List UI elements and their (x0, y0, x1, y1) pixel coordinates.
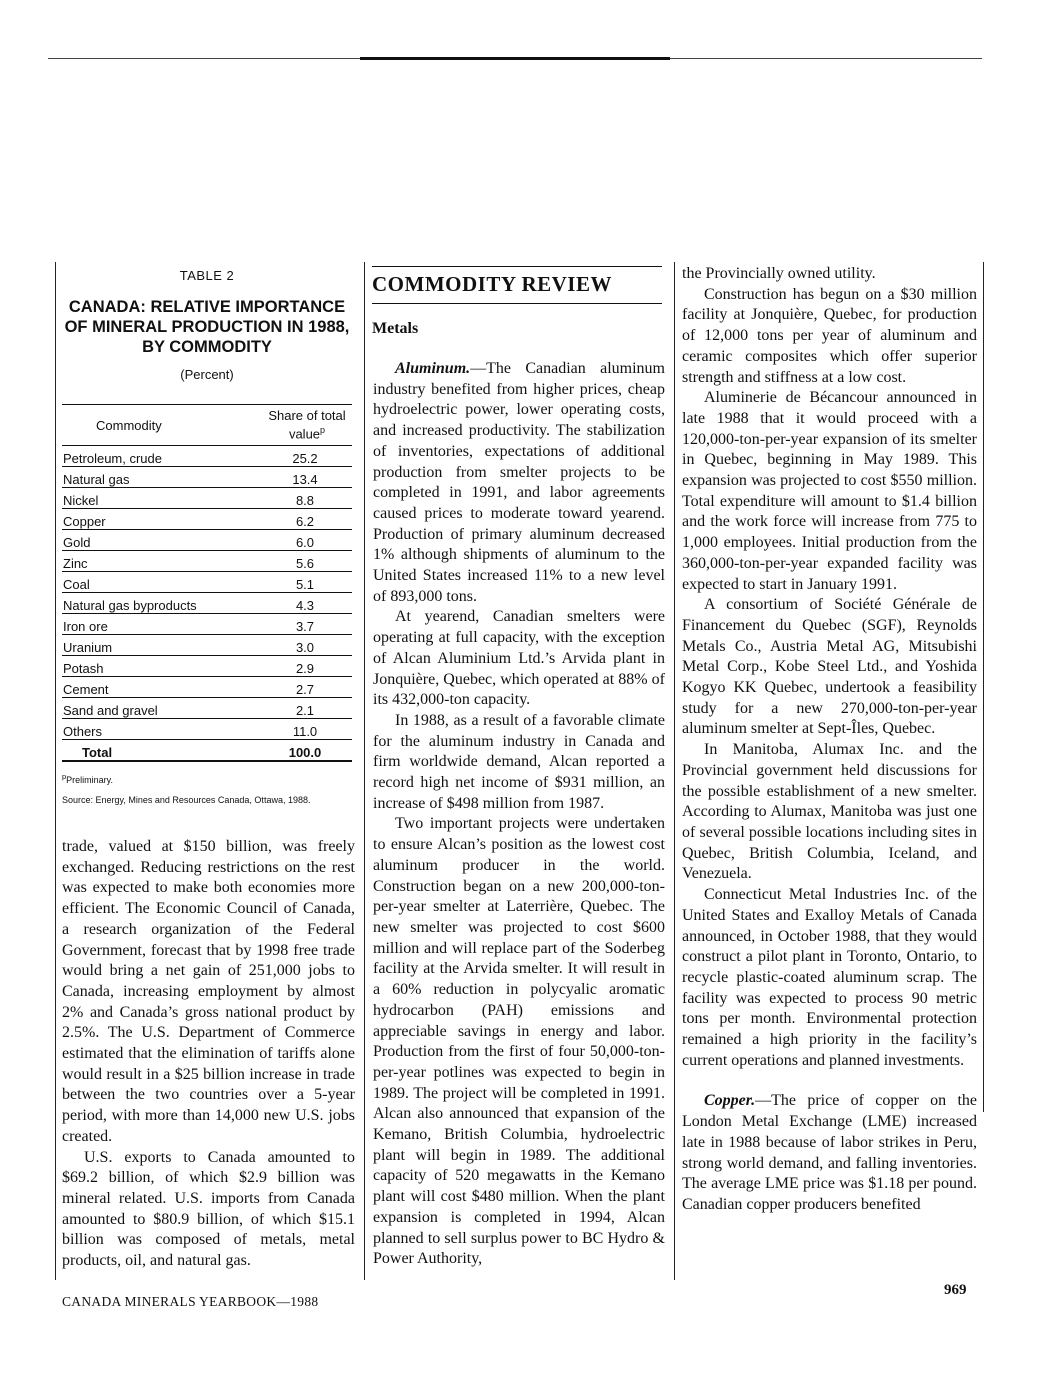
footnote-mark: p (62, 772, 67, 781)
table-footnote (62, 772, 352, 785)
paragraph: Connecticut Metal Industries Inc. of the United States and Exalloy Metals of Canada announced, in October 1988, that they would construct a pilot plant in Toronto, Ontario, to recycle plastic-coated aluminum scrap. The facility was expected to process 90 metric tons per month. Environmental protection remained a high priority in the facility’s current operations and planned investments. (682, 886, 977, 1069)
table-row (62, 530, 352, 551)
runin-copper: Copper. (704, 1092, 756, 1110)
table-header (62, 405, 352, 445)
total-value: 100.0 (288, 745, 322, 760)
runin-aluminum: Aluminum. (395, 360, 471, 377)
column-rule-middle (364, 262, 365, 1280)
share-cell: 3.7 (295, 619, 315, 634)
commodity-cell: Iron ore (63, 619, 108, 634)
paragraph-copper (682, 1091, 977, 1215)
column-rule-right (674, 262, 675, 1280)
paragraph-aluminum (373, 359, 665, 607)
paragraph: the Provincially owned utility. (682, 265, 876, 282)
paragraph-text: —The price of copper on the London Metal Exchange (LME) increased late in 1988 because of labor strikes in Peru, strong world demand, and falling inventories. The average LME price was $1.18 per pound. Canadian copper producers benefited (682, 1092, 977, 1213)
commodity-cell: Natural gas (63, 472, 130, 487)
header-share-label: Share of total value (268, 408, 346, 442)
table-row (62, 509, 352, 530)
paragraph: trade, valued at $150 billion, was freely exchanged. Reducing restrictions on the rest was expected to make both economies more efficient. The Economic Council of Canada, a research organization of the Federal Government, forecast that by 1998 free trade would bring a net gain of 251,000 jobs to Canada, increasing employment by almost 2% and Canada’s gross national product by 2.5%. The U.S. Department of Commerce estimated that the elimination of tariffs alone would result in a $25 billion increase in trade between the two countries over a 5-year period, with more than 14,000 new U.S. jobs created. (62, 838, 355, 1145)
commodity-cell: Potash (63, 661, 104, 676)
share-cell: 11.0 (292, 724, 318, 739)
table-total-row (62, 740, 352, 762)
header-commodity: Commodity (96, 417, 162, 433)
paragraph: Aluminerie de Bécancour announced in late 1988 that it would proceed with a 120,000-ton-per-year expansion of its smelter in Quebec, beginning in May 1989. This expansion was projected to cost $550 million. Total expenditure will amount to $1.4 billion and the work force will increase from 775 to 1,000 employees. Initial production from the 360,000-ton-per-year expanded facility was expected to start in January 1991. (682, 389, 977, 593)
commodity-cell: Coal (63, 577, 90, 592)
commodity-cell: Cement (63, 682, 109, 697)
table-row (62, 593, 352, 614)
spacer (682, 1071, 977, 1091)
header-share (262, 408, 352, 441)
paragraph: Construction has begun on a $30 million facility at Jonquière, Quebec, for production of 12,000 tons per year of aluminum and ceramic composites which offer superior strength and stiffness at a low cost. (682, 285, 977, 386)
paragraph: Two important projects were undertaken to ensure Alcan’s position as the lowest cost aluminum producer in the world. Construction began on a new 200,000-ton-per-year smelter at Laterrière, Quebec. The new smelter was projected to cost $600 million and will replace part of the Soderbeg facility at the Arvida smelter. It will result in a 60% reduction in polycyalic aromatic hydrocarbon (PAH) emissions and appreciable savings in energy and labor. Production from the first of four 50,000-ton-per-year potlines was expected to begin in 1989. The project will be completed in 1991. Alcan also announced that expansion of the Kemano, British Columbia, hydroelectric plant will begin in 1989. The additional capacity of 520 megawatts in the Kemano plant will cost $480 million. When the plant expansion is completed in 1994, Alcan planned to sell surplus power to BC Hydro & Power Authority, (373, 815, 665, 1268)
section-top-rule (372, 266, 662, 267)
table-row (62, 446, 352, 467)
paragraph: A consortium of Société Générale de Financement du Quebec (SGF), Reynolds Metals Co., Austria Metal AG, Mitsubishi Metal Corp., Kobe Steel Ltd., and Yoshida Kogyo KK Quebec, undertook a feasibility study for a new 270,000-ton-per-year aluminum smelter at Sept-Îles, Quebec. (682, 596, 977, 738)
table-row (62, 488, 352, 509)
share-cell: 6.0 (295, 535, 315, 550)
table-row (62, 467, 352, 488)
section-title: COMMODITY REVIEW (372, 272, 662, 304)
commodity-cell: Copper (63, 514, 106, 529)
table-row (62, 635, 352, 656)
commodity-cell: Others (63, 724, 103, 739)
share-cell: 13.4 (292, 472, 318, 487)
paragraph-text: —The Canadian aluminum industry benefited from higher prices, cheap hydroelectric power, lower operating costs, and increased productivity. The stabilization of inventories, expectations of additional production from smelter projects to be completed in 1991, and labor agreements caused prices to moderate toward yearend. Production of primary aluminum decreased 1% although shipments of aluminum to the United States increased 11% to a new level of 893,000 tons. (373, 360, 665, 605)
table-body (62, 446, 352, 740)
share-cell: 2.1 (295, 703, 315, 718)
header-share-sup: p (320, 425, 326, 436)
share-cell: 3.0 (295, 640, 315, 655)
share-cell: 5.6 (295, 556, 315, 571)
column-rule-left (55, 262, 56, 1280)
commodity-cell: Natural gas byproducts (63, 598, 197, 613)
top-rule-accent (360, 57, 670, 60)
table-row (62, 614, 352, 635)
table-row (62, 551, 352, 572)
table-unit: (Percent) (180, 367, 234, 382)
column-rule-far-right (983, 262, 984, 1112)
paragraph: In 1988, as a result of a favorable climate for the aluminum industry in Canada and firm worldwide demand, Alcan reported a record high net income of $931 million, an increase of $498 million from 1987. (373, 711, 665, 812)
total-label: Total (82, 745, 113, 760)
table-source: Source: Energy, Mines and Resources Canada, Ottawa, 1988. (62, 795, 311, 805)
share-cell: 6.2 (295, 514, 315, 529)
table-row (62, 656, 352, 677)
commodity-cell: Uranium (63, 640, 113, 655)
paragraph: U.S. exports to Canada amounted to $69.2 billion, of which $2.9 billion was mineral related. U.S. imports from Canada amounted to $80.9 billion, of which $15.1 billion was composed of metals, metal products, oil, and natural gas. (62, 1148, 355, 1270)
paragraph: In Manitoba, Alumax Inc. and the Provincial government held discussions for the possible establishment of a new smelter. According to Alumax, Manitoba was just one of several possible locations including sites in Quebec, British Columbia, Iceland, and Venezuela. (682, 741, 977, 883)
share-cell: 5.1 (295, 577, 315, 592)
commodity-cell: Gold (63, 535, 91, 550)
commodity-cell: Nickel (63, 493, 99, 508)
table-2 (62, 268, 352, 805)
middle-column-text (373, 359, 665, 1270)
paragraph: At yearend, Canadian smelters were operating at full capacity, with the exception of Alcan Aluminium Ltd.’s Arvida plant in Jonquière, Quebec, which operated at 88% of its 432,000-ton capacity. (373, 608, 665, 709)
left-column-text (62, 837, 355, 1272)
commodity-cell: Petroleum, crude (63, 451, 162, 466)
table-row (62, 677, 352, 698)
table-caption: TABLE 2 (179, 268, 235, 283)
footer-publication: CANADA MINERALS YEARBOOK—1988 (62, 1294, 319, 1309)
right-column-text (682, 264, 977, 1216)
table-row (62, 572, 352, 593)
commodity-cell: Sand and gravel (63, 703, 158, 718)
subhead-metals: Metals (372, 320, 419, 337)
commodity-cell: Zinc (63, 556, 88, 571)
share-cell: 2.7 (295, 682, 315, 697)
table-row (62, 698, 352, 719)
share-cell: 4.3 (295, 598, 315, 613)
table-title: CANADA: RELATIVE IMPORTANCE OF MINERAL PRODUCTION IN 1988, BY COMMODITY (64, 298, 350, 356)
table-row (62, 719, 352, 740)
page-number: 969 (944, 1282, 967, 1298)
share-cell: 2.9 (295, 661, 315, 676)
footnote-text: Preliminary. (66, 775, 114, 785)
share-cell: 8.8 (295, 493, 315, 508)
share-cell: 25.2 (292, 451, 318, 466)
